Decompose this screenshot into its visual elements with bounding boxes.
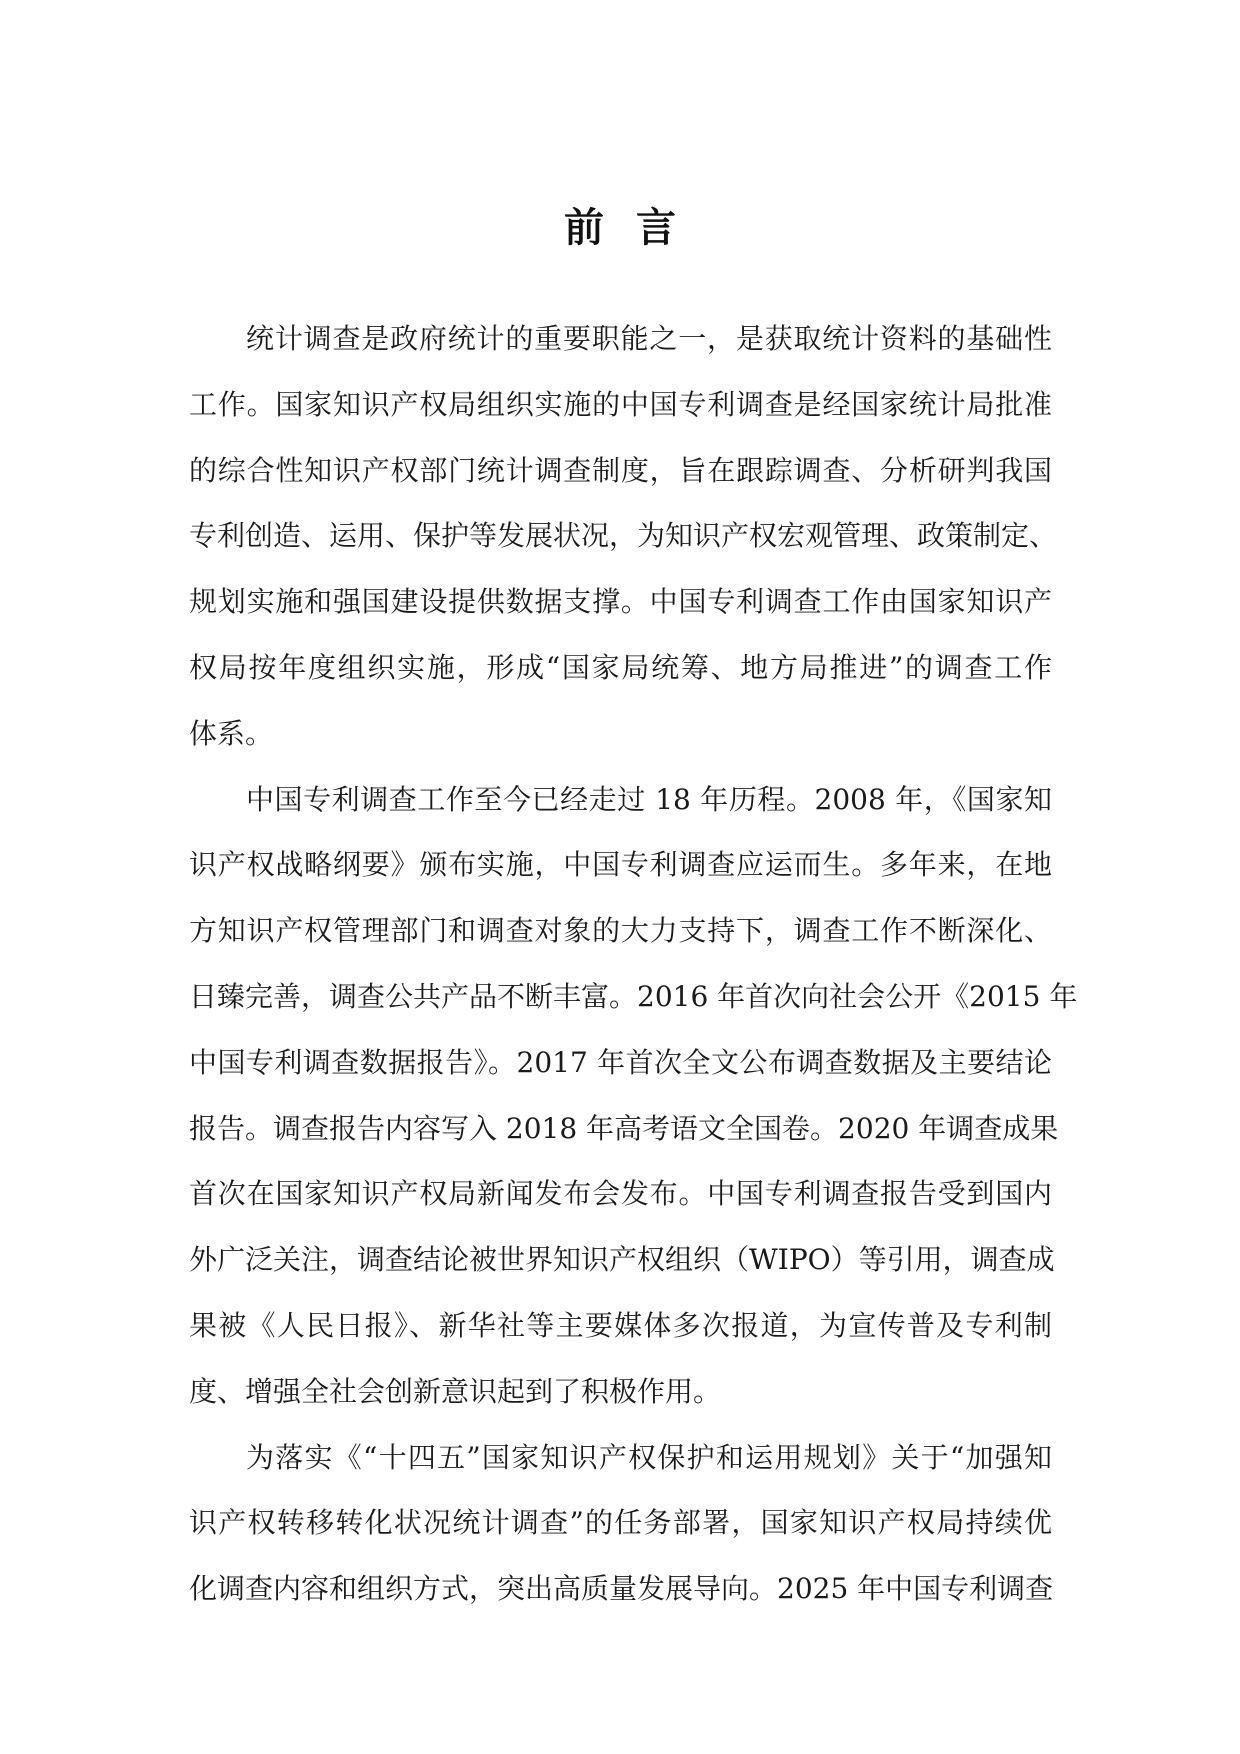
paragraph-line: 识产权战略纲要》颁布实施，中国专利调查应运而生。多年来，在地 — [189, 848, 1052, 882]
paragraph-line: 权局按年度组织实施，形成“国家局统筹、地方局推进”的调查工作 — [189, 650, 1052, 684]
paragraph-line: 报告。调查报告内容写入 2018 年高考语文全国卷。2020 年调查成果 — [189, 1111, 1059, 1145]
paragraph-line: 日臻完善，调查公共产品不断丰富。2016 年首次向社会公开《2015 年 — [189, 979, 1078, 1013]
paragraph-line: 化调查内容和组织方式，突出高质量发展导向。2025 年中国专利调查 — [189, 1572, 1054, 1606]
paragraph-line: 首次在国家知识产权局新闻发布会发布。中国专利调查报告受到国内 — [189, 1177, 1052, 1211]
paragraph-line: 的综合性知识产权部门统计调查制度，旨在跟踪调查、分析研判我国 — [189, 453, 1052, 487]
paragraph-line: 统计调查是政府统计的重要职能之一，是获取统计资料的基础性 — [246, 322, 1052, 355]
paragraph-line: 规划实施和强国建设提供数据支撑。中国专利调查工作由国家知识产 — [189, 585, 1052, 619]
paragraph-3 — [189, 1425, 1052, 1622]
paragraph-line: 识产权转移转化状况统计调查”的任务部署，国家知识产权局持续优 — [189, 1506, 1052, 1540]
paragraph-2 — [189, 767, 1078, 1425]
paragraph-line: 为落实《“十四五”国家知识产权保护和运用规划》关于“加强知 — [246, 1440, 1052, 1474]
paragraph-line: 果被《人民日报》、新华社等主要媒体多次报道，为宣传普及专利制 — [189, 1308, 1052, 1342]
document-body — [189, 306, 1078, 1622]
paragraph-line: 专利创造、运用、保护等发展状况，为知识产权宏观管理、政策制定、 — [189, 519, 1058, 553]
paragraph-1 — [189, 306, 1058, 767]
paragraph-line: 中国专利调查数据报告》。2017 年首次全文公布调查数据及主要结论 — [189, 1045, 1052, 1079]
paragraph-line: 度、增强全社会创新意识起到了积极作用。 — [189, 1374, 722, 1408]
paragraph-line: 工作。国家知识产权局组织实施的中国专利调查是经国家统计局批准 — [189, 387, 1052, 421]
page-title: 前言 — [564, 204, 708, 251]
paragraph-line: 体系。 — [189, 716, 274, 750]
paragraph-line: 外广泛关注，调查结论被世界知识产权组织（WIPO）等引用，调查成 — [189, 1243, 1055, 1277]
paragraph-line: 中国专利调查工作至今已经走过 18 年历程。2008 年，《国家知 — [246, 782, 1052, 816]
paragraph-line: 方知识产权管理部门和调查对象的大力支持下，调查工作不断深化、 — [189, 914, 1052, 948]
